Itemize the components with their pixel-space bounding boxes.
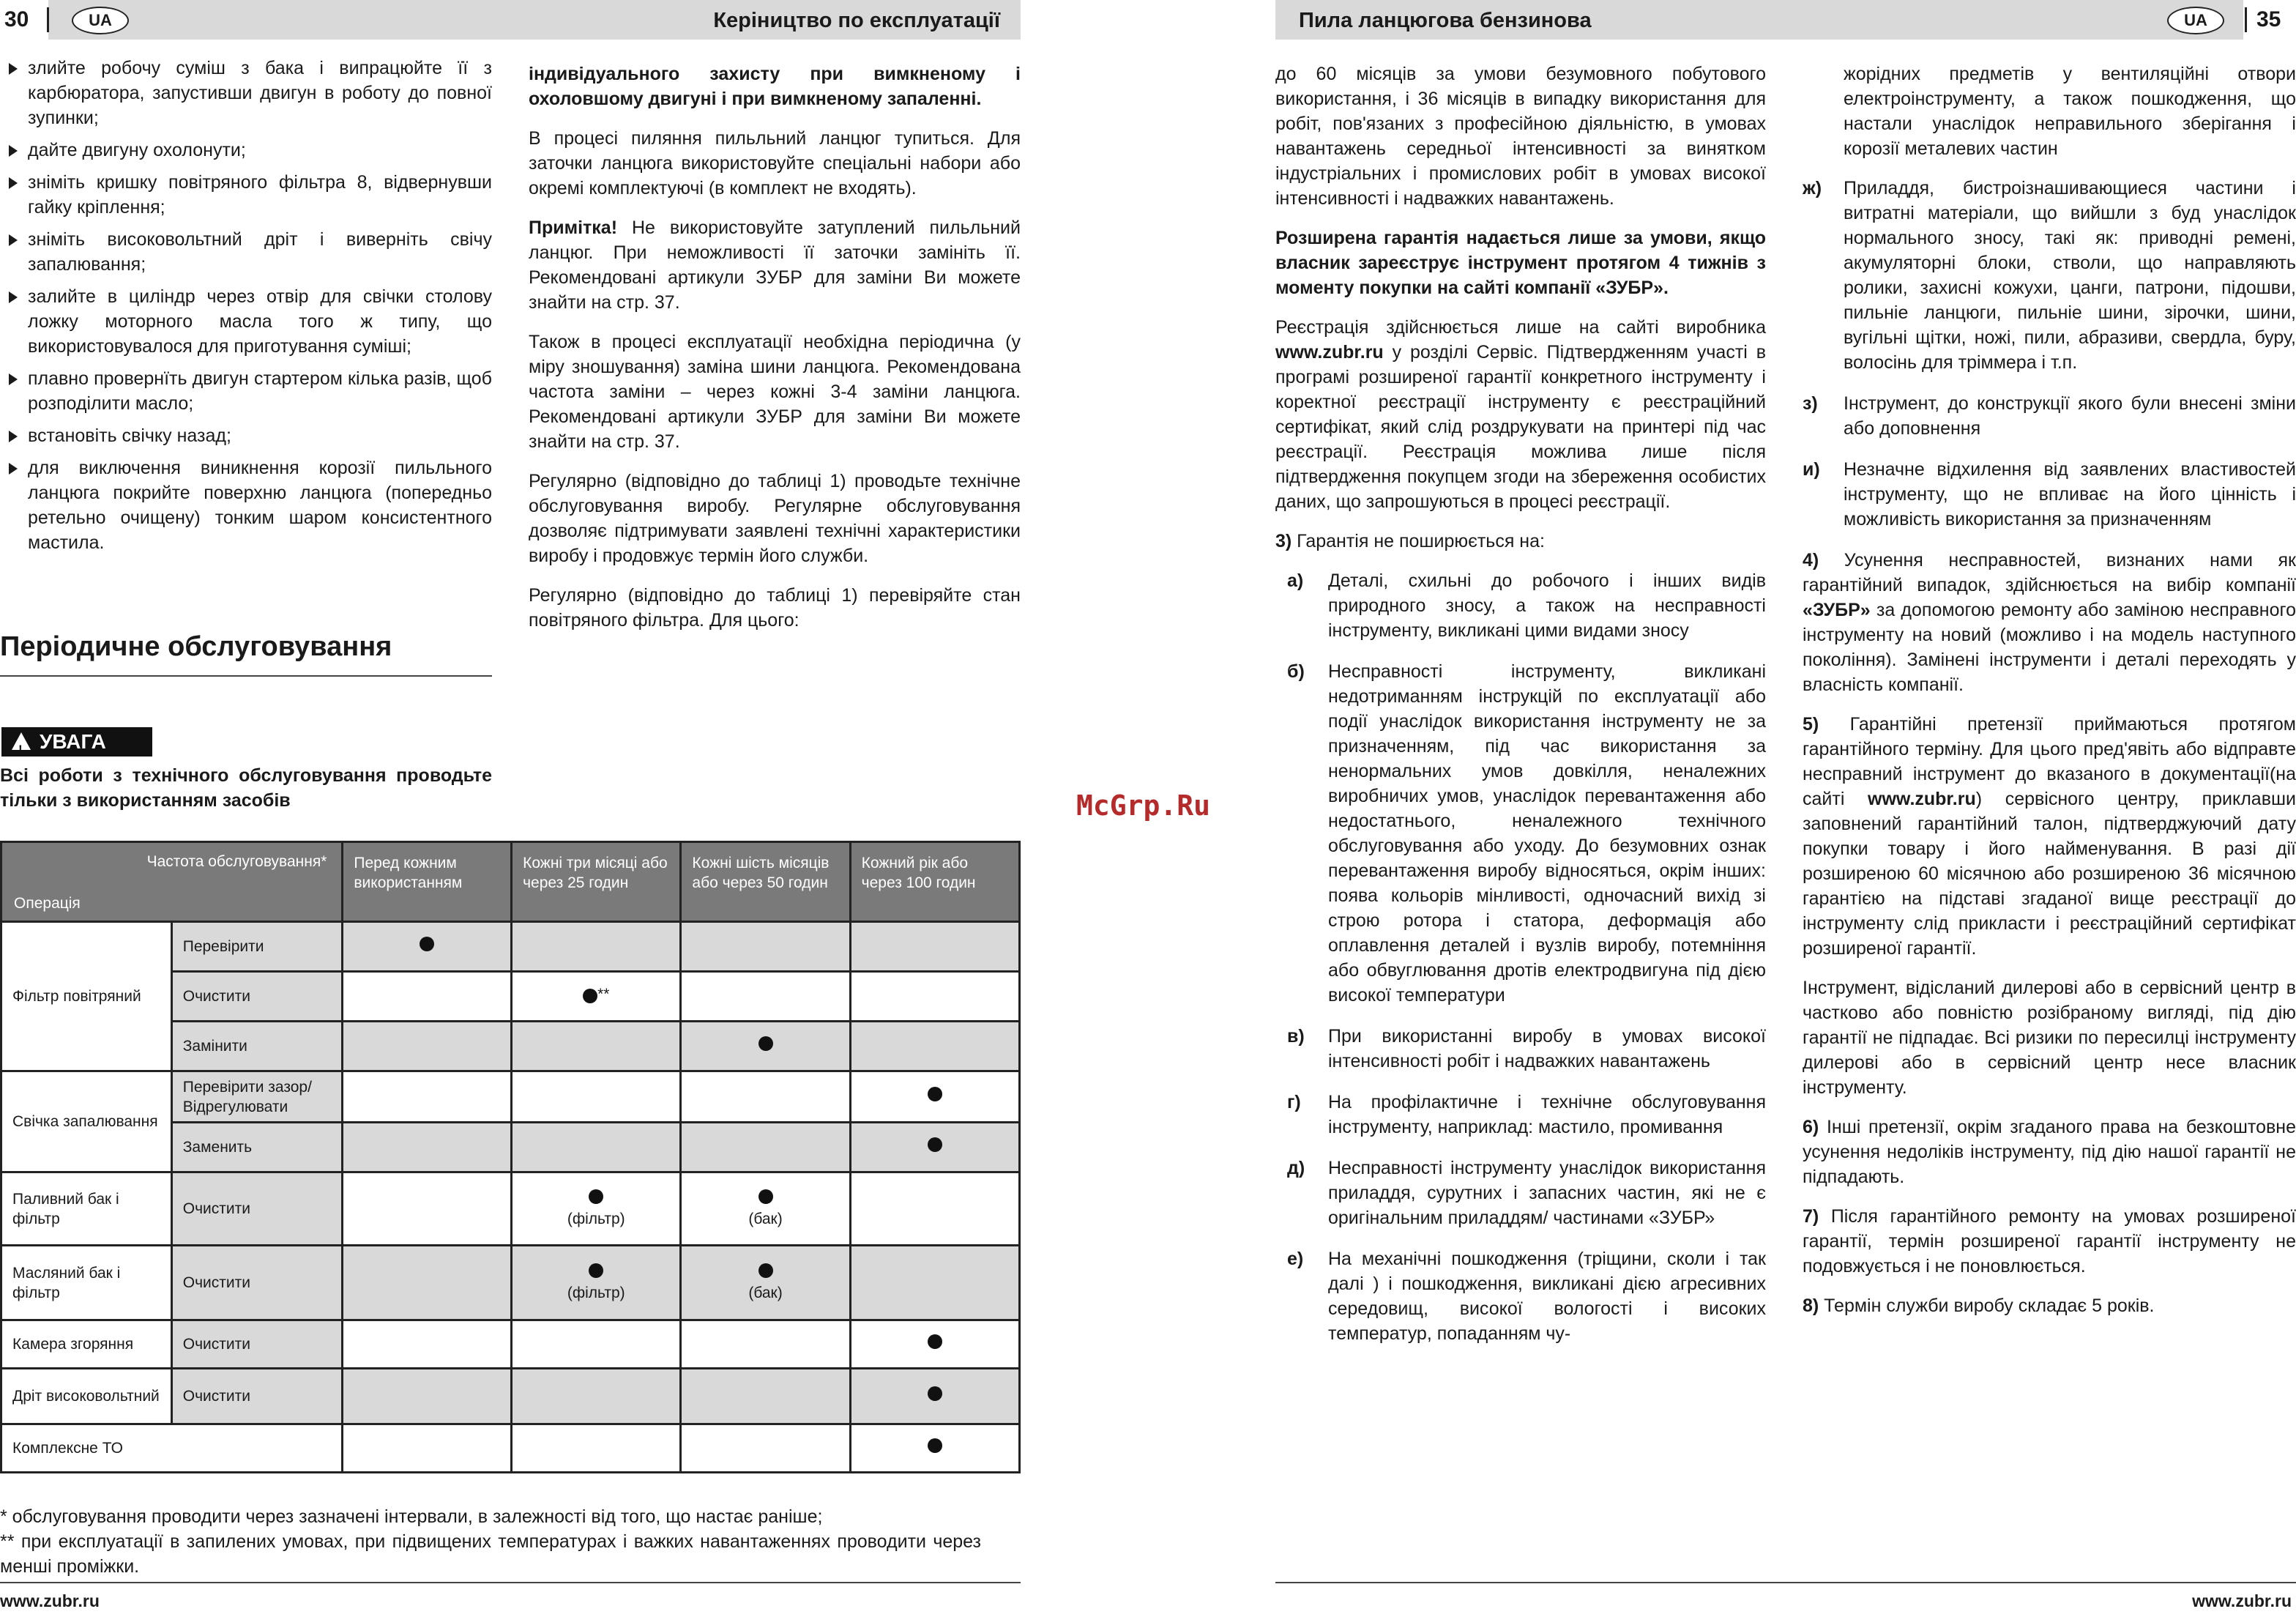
left-bullet-list [3, 56, 492, 562]
item-text: Приладдя, бистроізнашивающиеся частини і витратні матеріали, що вийшли з буд унаслідок нормального зносу, такі як: приводні ремені, акумуляторні блоки, стволи, що направляють ролики, захисні кожухи, цанги, патрони, підошви, пильніе ланцюги, пильніе шини, зірочки, шини, вугільні щітки, ножі, пили, абразиви, свердла, буру, волосінь для тріммера і т.п. [1844, 178, 2296, 373]
mark-note: (бак) [748, 1210, 783, 1227]
mark-dot [758, 1036, 773, 1051]
warning-badge [1, 727, 152, 757]
item-letter: и) [1803, 459, 1820, 480]
clause-4-pre: Усунення несправностей, визнаних нами як гарантійний випадок, здійснюється на вибір компанії [1803, 550, 2296, 595]
mark-cell [681, 1246, 850, 1320]
list-item [1287, 659, 1766, 1008]
mark-dot [928, 1386, 942, 1401]
mark-cell [512, 972, 681, 1022]
list-item [1287, 568, 1766, 643]
double-star-mark: ** [597, 986, 610, 1003]
clause-8 [1803, 1293, 2296, 1318]
air-filter-text: Регулярно (відповідно до таблиці 1) перевіряйте стан повітряного фільтра. Для цього: [529, 585, 1021, 631]
list-item: зніміть високовольтний дріт і виверніть свічу запалювання; [3, 227, 492, 277]
mark-cell [850, 1071, 1019, 1123]
list-item [1287, 1246, 1766, 1346]
group-air-filter: Фільтр повітряний [1, 922, 172, 1071]
clause-number: 5) [1803, 714, 1819, 735]
exclusions-list [1275, 568, 1766, 1346]
clause-5-pre: Гарантійні претензії приймаються протягом гарантійного терміну. Для цього пред'явіть або відправте несправний інструмент до вказаного в документації(на сайті [1803, 714, 2296, 809]
note-label: Примітка! [529, 218, 618, 238]
item-letter: а) [1287, 570, 1304, 591]
exclusions-heading-text: Гарантія не поширюється на: [1292, 531, 1545, 551]
item-letter: г) [1287, 1092, 1301, 1112]
table-row [1, 1424, 1020, 1473]
action-cell: Заменить [171, 1123, 343, 1172]
list-item: плавно провернїть двигун стартером кілька разів, щоб розподілити масло; [3, 366, 492, 416]
left-page-number: 30 [4, 7, 29, 31]
table-row [1, 1320, 1020, 1369]
right-footer-rule [1275, 1582, 2296, 1583]
footnote-1: * обслуговування проводити через зазначені інтервали, в залежності від того, що настає раніше; [0, 1506, 823, 1527]
group-spark-plug: Свічка запалювання [1, 1071, 172, 1172]
action-cell: Перевірити зазор/ Відрегулювати [171, 1071, 343, 1123]
mark-dot [589, 1263, 603, 1278]
left-header-title: Керіництво по експлуатації [713, 9, 1000, 32]
clause-4-post: за допомогою ремонту або заміною несправного інструменту на новий (можливо і на модель наступного покоління). Замінені інструменти і деталі переходять у власність компанії. [1803, 600, 2296, 695]
column-header: Кожний рік або через 100 годин [850, 842, 1019, 922]
header-operation: Операція [14, 895, 81, 912]
action-cell: Очистити [171, 1246, 343, 1320]
site-link[interactable]: www.zubr.ru [1868, 789, 1976, 809]
table-row [1, 922, 1020, 972]
list-item: дайте двигуну охолонути; [3, 138, 492, 163]
mark-dot [589, 1189, 603, 1204]
column-header: Перед кожним використанням [343, 842, 512, 922]
list-item [1287, 1156, 1766, 1230]
note-text [529, 215, 1021, 315]
clause-7 [1803, 1204, 2296, 1279]
mark-dot [928, 1438, 942, 1453]
item-letter: е) [1287, 1249, 1304, 1269]
maintenance-table [0, 841, 1021, 1473]
clause-5 [1803, 712, 2296, 961]
warning-text: Всі роботи з технічного обслуговування проводьте тільки з використанням засобів [0, 765, 492, 811]
warranty-term-text: до 60 місяців за умови безумовного побутового використання, і 36 місяців в випадку використання для робіт, пов'язаних з професійною діяльністю, в умовах навантажень середньої інтенсивності за винятком індустріальних і промислових робіт в умовах високої інтенсивності і надважких навантажень. [1275, 64, 1766, 209]
item-text: Деталі, схильні до робочого і інших видів природного зносу, а також на несправності інструменту, викликані цими видами зносу [1328, 570, 1766, 641]
mark-dot [928, 1334, 942, 1349]
list-item [1803, 176, 2296, 375]
mark-cell [512, 1172, 681, 1246]
list-item [1287, 1024, 1766, 1074]
clause-8-text: Термін служби виробу складає 5 років. [1819, 1296, 2155, 1316]
item-text: Несправності інструменту, викликані недотриманням інструкцій по експлуатації або події унаслідок використання інструменту не за призначенням, під час використання за ненормальних умов довкілля, неналежних виробничих умов, унаслідок перевантаження або недостатнього, неналежного технічного обслуговування або уходу. До безумовних ознак перевантаження виробу відносяться, окрім інших: поява кольорів мінливості, одночасний вихід зі строю ротора і статора, деформація або оплавлення деталей і вузлів виробу, потемніння або обвуглювання дротів електродвигуна під дією високої температури [1328, 661, 1766, 1005]
right-footer-url: www.zubr.ru [2192, 1591, 2292, 1610]
right-header-title: Пила ланцюгова бензинова [1299, 9, 1592, 32]
list-item: зніміть кришку повітряного фільтра 8, відвернувши гайку кріплення; [3, 170, 492, 220]
left-header-divider [47, 7, 49, 32]
column-header: Кожні три місяці або через 25 годин [512, 842, 681, 922]
mark-cell [681, 1172, 850, 1246]
item-text: Інструмент, до конструкції якого були внесені зміни або доповнення [1844, 393, 2296, 439]
mark-cell [681, 1022, 850, 1071]
registration-text [1275, 315, 1766, 514]
brand-name: «ЗУБР» [1803, 600, 1871, 620]
mark-dot [758, 1263, 773, 1278]
bar-replacement-text: Також в процесі експлуатації необхідна періодична (у міру зношування) заміна шини ланцюга. Рекомендована частота заміни – через кожні 3-4 заміни ланцюга. Рекомендовані артикули ЗУБР для заміни Ви можете знайти на стр. 37. [529, 332, 1021, 452]
footnote-2: ** при експлуатації в запилених умовах, при підвищених температурах і важких навантаженнях проводити через менші проміжки. [0, 1531, 981, 1577]
column-header: Кожні шість місяців або через 50 годин [681, 842, 850, 922]
item-text: Несправності інструменту унаслідок використання приладдя, сурутних і запасних частин, які не є оригінальним приладдям/ частинами «ЗУБР» [1328, 1158, 1766, 1228]
mark-dot [420, 937, 434, 951]
exclusions-heading [1275, 529, 1766, 554]
note-body: Не використовуйте затуплений пильльний ланцюг. При неможливості її заточки замініть її. Рекомендовані артикули ЗУБР для заміни Ви можете знайти на стр. 37. [529, 218, 1021, 313]
registration-pre: Реєстрація здійснюється лише на сайті виробника [1275, 317, 1766, 338]
mark-note: (фільтр) [567, 1210, 625, 1227]
right-lang-badge: UA [2167, 7, 2224, 34]
mark-cell [850, 1369, 1019, 1424]
list-item [1803, 457, 2296, 532]
table-footnotes [0, 1504, 981, 1579]
list-item: встановіть свічку назад; [3, 423, 492, 448]
mark-dot [928, 1087, 942, 1101]
section-title: Періодичне обслуговування [0, 631, 392, 662]
warning-label: УВАГА [40, 730, 106, 753]
mark-cell [850, 1320, 1019, 1369]
list-item: залийте в циліндр через отвір для свічки столову ложку моторного масла того ж типу, що використовувалося для приготування суміші; [3, 284, 492, 359]
table-row [1, 1369, 1020, 1424]
clause-number: 4) [1803, 550, 1819, 570]
section-title-rule [0, 675, 492, 677]
header-frequency: Частота обслуговування* [146, 853, 327, 870]
group-chamber: Камера згоряння [1, 1320, 172, 1369]
list-item [1287, 1090, 1766, 1140]
mark-note: (фільтр) [567, 1284, 625, 1301]
clause-6 [1803, 1115, 2296, 1189]
action-cell: Очистити [171, 972, 343, 1022]
site-link[interactable]: www.zubr.ru [1275, 342, 1384, 363]
clause-7-text: Після гарантійного ремонту на умовах розширеної гарантії, термін розширеної гарантії інструменту не подовжується і не поновлюється. [1803, 1206, 2296, 1276]
item-text: Незначне відхилення від заявлених властивостей інструменту, що не впливає на його цінність і можливість використання за призначенням [1844, 459, 2296, 529]
mark-cell [850, 1424, 1019, 1473]
left-footer-rule [0, 1582, 1021, 1583]
item-letter: д) [1287, 1158, 1305, 1178]
table-corner-header [1, 842, 343, 922]
item-text: На механічні пошкодження (тріщини, сколи і так далі ) і пошкодження, викликані дією агресивних середовищ, високої вологості і високих температур, попаданням чу- [1328, 1249, 1766, 1344]
item-text: На профілактичне і технічне обслуговування інструменту, наприклад: мастило, промивання [1328, 1092, 1766, 1137]
group-complex: Комплексне ТО [1, 1424, 343, 1473]
mark-cell [343, 922, 512, 972]
mark-dot [583, 989, 597, 1003]
ppe-text: індивідуального захисту при вимкненому і охоловшому двигуні і при вимкненому запаленні. [529, 64, 1021, 109]
left-column-2 [529, 62, 1021, 647]
list-item: для виключення виникнення корозії пильльного ланцюга покрийте поверхню ланцюга (попередньо ретельно очищену) тонким шаром консистентного мастила. [3, 456, 492, 555]
registration-post: у розділі Сервіс. Підтвердженням участі в програмі розширеної гарантії конкретного інструменту і коректної реєстрації інструменту є реєстраційний сертифікат, який слід роздрукувати на принтері під час реєстрації. Реєстрація можлива лише після підтвердження покупцем згоди на збереження особистих даних, що запрошуються в процесі реєстрації. [1275, 342, 1766, 512]
clause-number: 3) [1275, 531, 1292, 551]
action-cell: Очистити [171, 1172, 343, 1246]
action-cell: Очистити [171, 1320, 343, 1369]
clause-number: 6) [1803, 1117, 1819, 1137]
group-fuel-tank: Паливний бак і фільтр [1, 1172, 172, 1246]
watermark: McGrp.Ru [1076, 789, 1211, 822]
shipping-text: Інструмент, відісланий дилерові або в сервісний центр в частково або повністю розібраному вигляді, під дію гарантії не підпадає. Всі ризики по пересилці інструменту дилерові або в сервісний центр несе власник інструменту. [1803, 978, 2296, 1098]
list-item: злийте робочу суміш з бака і випрацюйте її з карбюратора, запустивши двигун в роботу до повної зупинки; [3, 56, 492, 130]
extended-warranty-text: Розширена гарантія надається лише за умови, якщо власник зареєструє інструмент протягом 4 тижнів з моменту покупки на сайті компанії «ЗУБР». [1275, 228, 1766, 298]
continued-text: жорідних предметів у вентиляційні отвори електроінструменту, а також пошкодження, що настали унаслідок неправильного зберігання і корозії металевих частин [1844, 64, 2296, 159]
item-letter: з) [1803, 393, 1818, 414]
clause-4 [1803, 548, 2296, 697]
group-hv-wire: Дріт високовольтний [1, 1369, 172, 1424]
item-letter: в) [1287, 1026, 1305, 1047]
mark-cell [850, 1123, 1019, 1172]
action-cell: Очистити [171, 1369, 343, 1424]
list-item [1803, 391, 2296, 441]
mark-note: (бак) [748, 1284, 783, 1301]
mark-dot [928, 1137, 942, 1152]
left-lang-badge: UA [72, 7, 129, 34]
chain-sharpening-text: В процесі пиляння пильльний ланцюг тупиться. Для заточки ланцюга використовуйте спеціальні набори або окремі комплектуючі (в комплект не входять). [529, 128, 1021, 198]
left-footer-url: www.zubr.ru [0, 1591, 100, 1610]
right-page-number: 35 [2256, 7, 2281, 31]
action-cell: Замінити [171, 1022, 343, 1071]
mark-cell [512, 1246, 681, 1320]
right-header-divider [2245, 7, 2247, 32]
clause-number: 7) [1803, 1206, 1819, 1227]
warning-triangle-icon [12, 732, 31, 750]
clause-number: 8) [1803, 1296, 1819, 1316]
mark-dot [758, 1189, 773, 1204]
item-letter: ж) [1803, 178, 1822, 198]
table-row [1, 1246, 1020, 1320]
maintenance-text: Регулярно (відповідно до таблиці 1) проводьте технічне обслуговування виробу. Регулярне обслуговування дозволяє підтримувати заявлені технічні характеристики виробу і продовжує термін його служби. [529, 471, 1021, 566]
clause-5-post: ) сервісного центру, приклавши заповнений гарантійний талон, підтверджуючий дату покупки товару і його найменування. В разі дії розширеною 60 місячною або розширеною 36 місячною гарантією на підставі згаданої вище реєстрації до інструменту слід прикласти і реєстраційний сертифікат розширеної гарантії. [1803, 789, 2296, 959]
action-cell: Перевірити [171, 922, 343, 972]
table-row [1, 1071, 1020, 1123]
item-letter: б) [1287, 661, 1305, 682]
right-column-2 [1803, 62, 2296, 1333]
group-oil-tank: Масляний бак і фільтр [1, 1246, 172, 1320]
clause-6-text: Інші претензії, окрім згаданого права на безкоштовне усунення недоліків інструменту, під дію нашої гарантії не підпадають. [1803, 1117, 2296, 1187]
item-text: При використанні виробу в умовах високої інтенсивності робіт і надважких навантажень [1328, 1026, 1766, 1071]
table-row [1, 1172, 1020, 1246]
right-column-1 [1275, 62, 1766, 1362]
